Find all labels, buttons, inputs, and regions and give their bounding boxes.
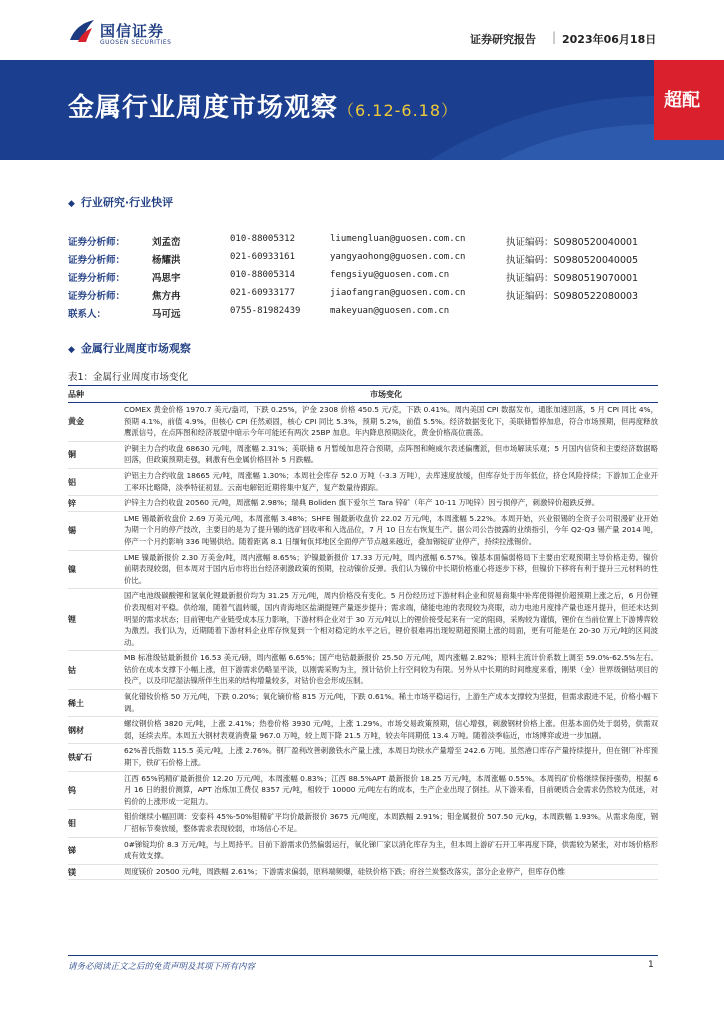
analyst-email[interactable]: liumengluan@guosen.com.cn — [330, 234, 466, 244]
table-caption: 表1：金属行业周度市场变化 — [68, 372, 189, 383]
analyst-email[interactable]: jiaofangran@guosen.com.cn — [330, 288, 466, 298]
logo-name: 国信证券 — [100, 22, 165, 40]
analyst-name: 焦方冉 — [152, 291, 181, 302]
title-banner — [0, 60, 724, 160]
metal-name: 钴 — [68, 665, 76, 675]
report-title-text: 金属行业周度市场观察 — [68, 93, 339, 123]
report-type: 证券研究报告 — [470, 33, 536, 46]
metal-name: 铁矿石 — [68, 753, 92, 763]
market-change-text: 0#锑锭均价 8.3 万元/吨，与上周持平。目前下游需求仍然偏弱运行，氧化锑厂家以消化库存为主，但本周上游矿石开工率再度下降，供需较为紧张，对市场价格形成有效支撑。 — [124, 839, 658, 861]
contact-role: 联系人： — [68, 309, 107, 320]
report-date-range: （6.12-6.18） — [338, 101, 459, 120]
market-change-text: 螺纹钢价格 3820 元/吨，上涨 2.41%；热卷价格 3930 元/吨，上涨 1.29%。市场交易政策预期，信心增强，刺激钢材价格上涨。但基本面仍处于弱势，供需双弱，延续去库。本周五大钢材表观消费量 967.0 万吨，较上周下降 21.5 万吨，较去年同期低 13.4 万吨。随着淡季临近，市场博弈或进一步加剧。 — [124, 719, 658, 740]
analyst-row — [68, 252, 668, 270]
table-row — [68, 810, 658, 837]
metal-name: 锡 — [68, 526, 76, 536]
section-heading-text: 金属行业周度市场观察 — [80, 342, 191, 355]
market-change-text: LME 锡最新收盘价 2.69 万美元/吨，本周涨幅 3.48%；SHFE 锡最新收盘价 22.02 万元/吨，本周涨幅 5.22%。本周开始，兴业银锡的全资子公司银漫矿业开始为期一个月的停产技改，主要目的是为了提升锡的选矿回收率和入选品位，7 月 10 日左右恢复生产。据公司公告披露的业绩指引，今年 Q2-Q3 锡产量 2014 吨，停产一个月约影响 336 吨锡供给。随着距离 8.1 日缅甸佤邦地区全面停产节点越来越近，叠加锡锭矿业停产，持续拉涨锡价。 — [124, 513, 658, 546]
analyst-cert: 执证编码：S0980519070001 — [506, 273, 639, 284]
market-change-text: 沪铝主力合约收盘 18665 元/吨，周涨幅 1.30%；本周社会库存 52.0 万吨（-3.3 万吨），去库速度放缓，但库存处于历年低位，挤仓风险持续；下游加工企业开工率环比略降，淡季特征初显。云南电解铝近期将集中复产，复产数量待跟踪。 — [124, 470, 658, 492]
analyst-list — [68, 234, 668, 324]
logo-english-name: GUOSEN SECURITIES — [100, 39, 172, 46]
market-change-text: 氧化镨钕价格 50 万元/吨，下跌 0.20%；氧化镝价格 815 万元/吨，下跌 0.61%。稀土市场平稳运行，上游生产成本支撑较为坚挺，但需求跟进不足，价格小幅下调。 — [124, 692, 658, 713]
analyst-phone: 021-60933161 — [230, 252, 296, 262]
guosen-logo-icon — [68, 18, 96, 44]
table-row — [68, 442, 658, 469]
footer-divider — [68, 955, 658, 956]
table-row — [68, 690, 658, 717]
table-row — [68, 838, 658, 865]
analyst-cert: 执证编码：S0980520040001 — [506, 237, 639, 248]
analyst-phone: 010-88005312 — [230, 234, 296, 244]
analyst-cert: 执证编码：S0980520040005 — [506, 255, 639, 266]
market-change-text: MB 标准级钴最新报价 16.53 美元/磅，周内涨幅 6.65%；国产电钴最新报价 25.50 万元/吨，周内涨幅 2.82%；原料主流计价系数上调至 59.0%-62.5%左右。钴价在成本支撑下小幅上涨，但下游需求仍略显平淡，以刚需采购为主，预计钴价上行空间较为有限。另外从中长期的时间维度来看，刚果（金）世界级铜钴项目的投产，以及印尼湿法镍所伴生出来的结构增量较多，对钴价也会形成压制。 — [124, 653, 658, 686]
header-market-change: 市场变化 — [370, 390, 402, 399]
table-row — [68, 589, 658, 651]
table-row — [68, 744, 658, 771]
metal-name: 镍 — [68, 564, 76, 574]
metal-name: 钼 — [68, 819, 76, 828]
analyst-phone: 021-60933177 — [230, 288, 296, 298]
market-table — [68, 385, 658, 880]
rating-label: 超配 — [664, 90, 700, 111]
contact-email[interactable]: makeyuan@guosen.com.cn — [330, 306, 450, 316]
metal-name: 稀土 — [68, 698, 84, 708]
header-variety: 品种 — [68, 390, 84, 399]
market-change-text: LME 镍最新报价 2.30 万美金/吨，周内涨幅 8.65%；沪镍最新报价 17.33 万元/吨，周内涨幅 6.57%。镍基本面偏弱格局下主要由宏观预期主导价格走势。镍价前期表现较弱，但本周对于国内后市将出台经济刺激政策的预期，拉动镍价反弹。我们认为镍价中长期价格重心将逐步下移，但镍价下移将有利于提升三元材料的性价比。 — [124, 552, 658, 585]
market-change-text: 国产电池级碳酸锂和氢氧化锂最新报价均为 31.25 万元/吨，周内价格没有变化。5 月份经历过下游材料企业和贸易商集中补库使得锂价超预期上涨之后，6 月份锂价表现相对平稳。供给端，随着气温转暖，国内青海地区盐湖提锂产量逐步提升；需求端，储能电池的表现较为亮眼，动力电池月度排产量也逐月提升，但还未达到明显的需求状态；目前锂电产业链受成本压力影响，下游材料企业对于 30 万元/吨以上的锂价接受起来有一定的阻碍，采购较为谨慎，锂价在当前位置上下游博弈较为激烈。我们认为，近期随着下游材料企业库存恢复到一个相对稳定的水平之后，锂价很难再出现短期超预期上涨的局面，更有可能是在 20-30 万元/吨的区间波动。 — [124, 591, 658, 647]
report-title — [68, 87, 458, 124]
table-row — [68, 403, 658, 442]
table-row — [68, 469, 658, 496]
diamond-bullet-icon: ◆ — [68, 199, 75, 209]
metal-name: 铜 — [68, 450, 76, 460]
table-row — [68, 551, 658, 590]
contact-row — [68, 306, 668, 324]
analyst-row — [68, 288, 668, 306]
market-change-text: 钼价继续小幅回调：安泰科 45%-50%钼精矿平均价最新报价 3675 元/吨度，本周跌幅 2.91%；钼金属报价 507.50 元/kg，本周跌幅 1.93%。从需求角度，钢厂招标节奏放缓，整体需求表现较弱，市场信心不足。 — [124, 812, 658, 833]
metal-name: 钢材 — [68, 725, 84, 735]
metal-name: 铝 — [68, 477, 76, 487]
contact-name: 马可远 — [152, 309, 181, 320]
analyst-phone: 010-88005314 — [230, 270, 296, 280]
section-heading-market — [68, 340, 191, 356]
metal-name: 锂 — [68, 615, 76, 625]
metal-name: 锑 — [68, 846, 76, 856]
analyst-email[interactable]: fengsiyu@guosen.com.cn — [330, 270, 450, 280]
analyst-role: 证券分析师： — [68, 255, 126, 266]
market-change-text: COMEX 黄金价格 1970.7 美元/盎司，下跌 0.25%，沪金 2308 价格 450.5 元/克，下跌 0.41%。周内美国 CPI 数据发布，通胀加速回落，5 月 CPI 同比 4%，预期 4.1%，前值 4.9%，但核心 CPI 任然顽固，核心 CPI 同比 5.3%，预期 5.2%，前值 5.5%。经济数据变化下，美联储暂停加息，符合市场预期，但再度释放鹰派信号，在点阵图和经济展望中暗示今年可能还有两次 25BP 加息。年内降息预期淡化，黄金价格高位震荡。 — [124, 405, 658, 438]
header-separator: | — [552, 30, 557, 44]
table-row — [68, 772, 658, 811]
analyst-role: 证券分析师： — [68, 273, 126, 284]
analyst-row — [68, 270, 668, 288]
analyst-role: 证券分析师： — [68, 291, 126, 302]
metal-name: 镁 — [68, 867, 76, 877]
table-row — [68, 496, 658, 512]
market-change-text: 沪铜主力合约收盘 68630 元/吨，周涨幅 2.31%；美联储 6 月暂缓加息符合预期，点阵图和鲍威尔表述偏鹰派，但市场解读乐观；5 月国内信贷和主要经济数据略回落，但政策预期走强，刺激有色金属价格回补 5 月跌幅。 — [124, 443, 658, 465]
table-row — [68, 717, 658, 744]
market-change-text: 江西 65%钨精矿最新报价 12.20 万元/吨，本周涨幅 0.83%；江西 88.5%APT 最新报价 18.25 万元/吨，本周涨幅 0.55%。本周钨矿价格继续保持强势，根据 6 月 16 日的报价测算，APT 冶炼加工费仅 8357 元/吨，相较于 10000 元/吨左右的成本，生产企业出现了倒挂。从下游来看，目前硬质合金需求仍然较为低迷，对钨价的上涨形成一定阻力。 — [124, 773, 658, 806]
analyst-row — [68, 234, 668, 252]
analyst-name: 冯思宇 — [152, 273, 181, 284]
contact-phone: 0755-81982439 — [230, 306, 301, 316]
footer-disclaimer: 请务必阅读正文之后的免责声明及其项下所有内容 — [68, 962, 256, 972]
table-header — [68, 385, 658, 403]
table-row — [68, 512, 658, 551]
section-heading-category — [68, 194, 173, 210]
metal-name: 锌 — [68, 498, 76, 508]
metal-name: 钨 — [68, 786, 76, 796]
diamond-bullet-icon: ◆ — [68, 345, 75, 355]
analyst-role: 证券分析师： — [68, 237, 126, 248]
metal-name: 黄金 — [68, 417, 84, 427]
table-row — [68, 651, 658, 690]
market-change-text: 沪锌主力合约收盘 20560 元/吨，周涨幅 2.98%；瑞典 Boliden 旗下爱尔兰 Tara 锌矿（年产 10-11 万吨锌）因亏损停产，刺激锌价超跌反弹。 — [124, 498, 600, 508]
page-number: 1 — [648, 960, 654, 970]
analyst-cert: 执证编码：S0980522080003 — [506, 291, 639, 302]
table-body — [68, 403, 658, 880]
section-heading-text: 行业研究·行业快评 — [80, 196, 174, 209]
analyst-email[interactable]: yangyaohong@guosen.com.cn — [330, 252, 466, 262]
page-header — [0, 0, 724, 58]
market-change-text: 62%普氏指数 115.5 美元/吨，上涨 2.76%。钢厂盈利改善刺激铁水产量上涨，本周日均铁水产量增至 242.6 万吨。虽然港口库存产量持续提升，但在钢厂补库预期下，铁矿石价格上涨。 — [124, 746, 658, 768]
market-change-text: 周度镁价 20500 元/吨，周跌幅 2.61%；下游需求偏弱，原料端频爆，硅铁价格下跌；府谷兰炭整改落实，部分企业停产，但库存仍维 — [124, 866, 565, 876]
table-row — [68, 865, 658, 881]
report-date: 2023年06月18日 — [562, 33, 657, 46]
analyst-name: 杨耀洪 — [152, 255, 181, 266]
analyst-name: 刘孟峦 — [152, 237, 181, 248]
